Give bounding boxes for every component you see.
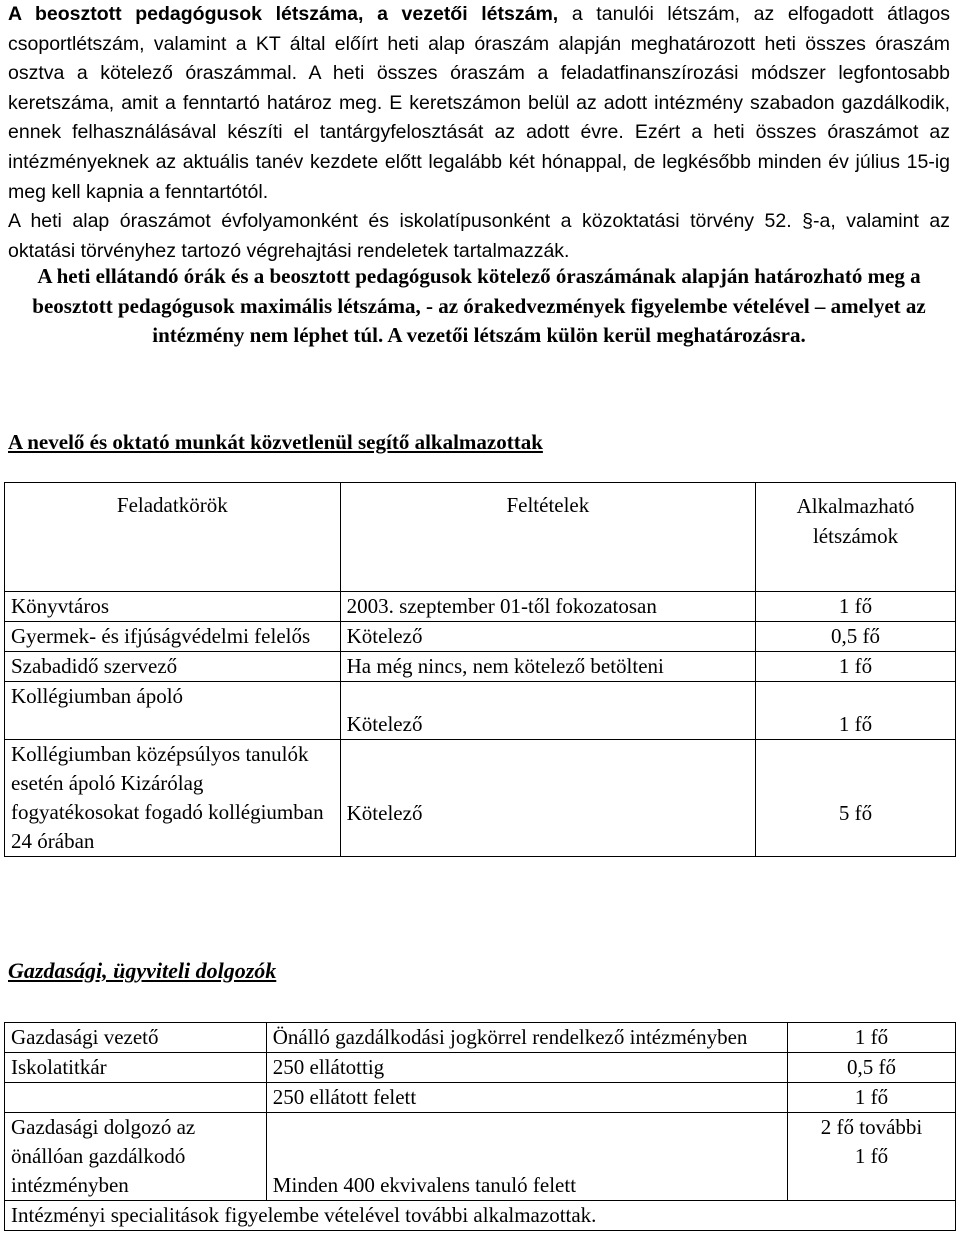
cell-count: 1 fő [788,1083,956,1113]
cell-condition: 2003. szeptember 01-től fokozatosan [340,592,755,622]
cell-role: Gyermek- és ifjúságvédelmi felelős [5,622,341,652]
cell-role: Könyvtáros [5,592,341,622]
table-row [5,682,956,740]
cell-count: 1 fő [756,592,956,622]
table-row [5,1113,956,1201]
intro-text: a tanulói létszám, az elfogadott átlagos csoportlétszám, valamint a KT által előírt heti alap óraszám alapján meghatározott heti összes óraszám osztva a kötelező óraszámmal. A heti összes óraszám a feladatfinanszírozási módszer legfontosabb keretszáma, amit a fenntartó határoz meg. E keretszámon belül az adott intézmény szabadon gazdálkodik, ennek felhasználásával készíti el tantárgyfelosztását az adott évre. Ezért a heti összes óraszámot az intézményeknek az aktuális tanév kezdete előtt legalább két hónappal, de legkésőbb minden év július 15-ig meg kell kapnia a fenntartótól. [8,3,950,203]
cell-role [5,1083,267,1113]
cell-condition: Kötelező [340,622,755,652]
table-row [5,1083,956,1113]
cell-count: 1 fő [756,682,956,740]
econ-staff-heading: Gazdasági, ügyviteli dolgozók [8,958,277,983]
cell-count: 0,5 fő [788,1053,956,1083]
intro-bold-lead: A beosztott pedagógusok létszáma, a vezetői létszám, [8,3,559,25]
table-footer-row [5,1201,956,1231]
support-staff-table [4,482,956,857]
intro-paragraph [8,0,950,266]
cell-condition: Minden 400 ekvivalens tanuló felett [266,1113,787,1201]
header-letszam: Alkalmazható létszámok [756,483,956,592]
cell-role: Kollégiumban középsúlyos tanulók esetén ápoló Kizárólag fogyatékosokat fogadó kollégiumban 24 órában [5,740,341,857]
table-row [5,592,956,622]
table-row [5,1023,956,1053]
cell-count: 1 fő [788,1023,956,1053]
cell-condition: Önálló gazdálkodási jogkörrel rendelkező intézményben [266,1023,787,1053]
bold-statement: A heti ellátandó órák és a beosztott pedagógusok kötelező óraszámának alapján határozható meg a beosztott pedagógusok maximális létszáma, - az órakedvezmények figyelembe vételével – amelyet az intézmény nem léphet túl. A vezetői létszám külön kerül meghatározásra. [32,264,926,347]
cell-role: Gazdasági vezető [5,1023,267,1053]
cell-condition: Kötelező [340,740,755,857]
cell-count: 1 fő [756,652,956,682]
table-row [5,652,956,682]
cell-count: 5 fő [756,740,956,857]
header-feltetelek: Feltételek [340,483,755,592]
table-row [5,622,956,652]
support-staff-heading: A nevelő és oktató munkát közvetlenül segítő alkalmazottak [8,430,543,454]
table-row [5,1053,956,1083]
cell-condition: 250 ellátottig [266,1053,787,1083]
header-feladatkorok: Feladatkörök [5,483,341,592]
footer-note: Intézményi specialitások figyelembe vételével további alkalmazottak. [5,1201,956,1231]
cell-count: 0,5 fő [756,622,956,652]
cell-condition: Ha még nincs, nem kötelező betölteni [340,652,755,682]
cell-role: Kollégiumban ápoló [5,682,341,740]
cell-count: 2 fő további 1 fő [788,1113,956,1201]
cell-role: Gazdasági dolgozó az önállóan gazdálkodó intézményben [5,1113,267,1201]
cell-condition: Kötelező [340,682,755,740]
econ-staff-table [4,1022,956,1231]
cell-role: Szabadidő szervező [5,652,341,682]
intro-text-2: A heti alap óraszámot évfolyamonként és iskolatípusonként a közoktatási törvény 52. §-a, valamint az oktatási törvényhez tartozó végrehajtási rendeletek tartalmazzák. [8,210,950,262]
cell-role: Iskolatitkár [5,1053,267,1083]
table-row [5,740,956,857]
table-header-row [5,483,956,592]
cell-condition: 250 ellátott felett [266,1083,787,1113]
